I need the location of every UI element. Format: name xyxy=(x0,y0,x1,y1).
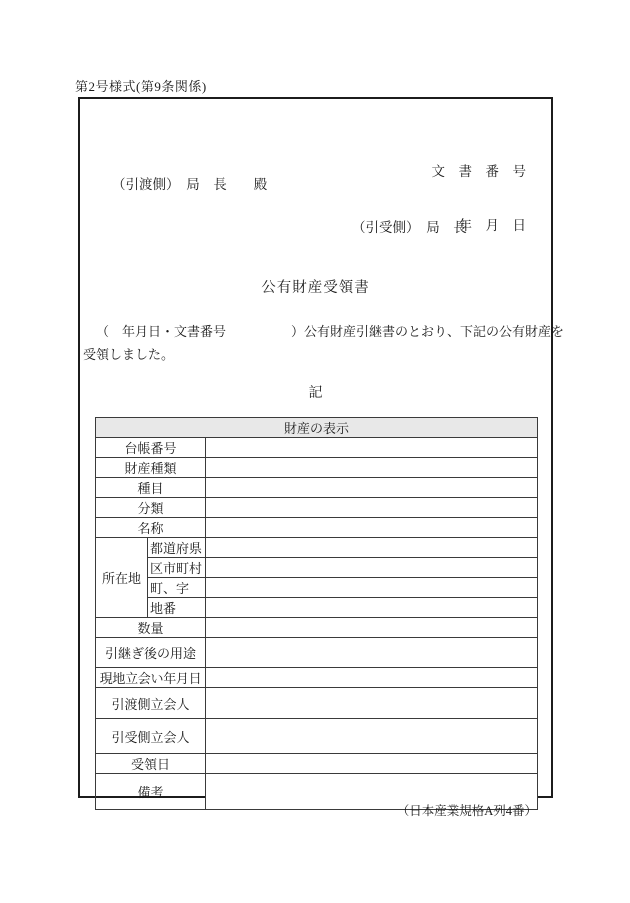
name-value-cell xyxy=(206,518,538,538)
table-row xyxy=(96,719,538,754)
category-value-cell xyxy=(206,478,538,498)
onsite-meeting-date-value-cell xyxy=(206,668,538,688)
table-row xyxy=(96,498,538,518)
table-row xyxy=(96,558,538,578)
transferee-witness-value-cell xyxy=(206,719,538,754)
document-number-block xyxy=(432,127,527,271)
table-row xyxy=(96,578,538,598)
municipality-value-cell xyxy=(206,558,538,578)
body-paragraph xyxy=(82,320,565,366)
form-number-label: 第2号様式(第9条関係) xyxy=(75,79,207,94)
table-caption-row xyxy=(96,418,538,438)
document-number-label: 文 書 番 号 xyxy=(431,164,526,179)
table-row xyxy=(96,538,538,558)
body-line-1: （ 年月日・文書番号 ）公有財産引継書のとおり、下記の公有財産を xyxy=(96,324,565,339)
table-row xyxy=(96,638,538,668)
transferee-witness-label: 引受側立会人 xyxy=(96,719,206,754)
date-label: 年 月 日 xyxy=(458,218,526,233)
body-line-2: 受領しました。 xyxy=(83,347,175,362)
document-title: 公有財産受領書 xyxy=(261,280,370,296)
property-type-value-cell xyxy=(206,458,538,478)
table-row xyxy=(96,518,538,538)
receipt-date-value-cell xyxy=(206,754,538,774)
table-row xyxy=(96,618,538,638)
town-label: 町、字 xyxy=(148,578,206,598)
table-row xyxy=(96,478,538,498)
table-row xyxy=(96,688,538,719)
transferor-witness-value-cell xyxy=(206,688,538,719)
use-after-transfer-label: 引継ぎ後の用途 xyxy=(96,638,206,668)
onsite-meeting-date-label: 現地立会い年月日 xyxy=(96,668,206,688)
property-table-wrapper xyxy=(95,417,538,810)
table-row xyxy=(96,598,538,618)
quantity-value-cell xyxy=(206,618,538,638)
paper-size-note: （日本産業規格A列4番） xyxy=(396,804,537,818)
table-row xyxy=(96,668,538,688)
record-heading: 記 xyxy=(308,386,323,401)
ledger-number-label: 台帳番号 xyxy=(96,438,206,458)
prefecture-label: 都道府県 xyxy=(148,538,206,558)
prefecture-value-cell xyxy=(206,538,538,558)
table-row xyxy=(96,438,538,458)
lot-number-label: 地番 xyxy=(148,598,206,618)
classification-label: 分類 xyxy=(96,498,206,518)
lot-number-value-cell xyxy=(206,598,538,618)
table-row xyxy=(96,458,538,478)
ledger-number-value-cell xyxy=(206,438,538,458)
addressee-line: （引渡側） 局 長 殿 xyxy=(112,177,268,192)
remarks-label: 備考 xyxy=(96,774,206,810)
town-value-cell xyxy=(206,578,538,598)
category-label: 種目 xyxy=(96,478,206,498)
name-label: 名称 xyxy=(96,518,206,538)
receipt-date-label: 受領日 xyxy=(96,754,206,774)
table-row xyxy=(96,754,538,774)
transferor-witness-label: 引渡側立会人 xyxy=(96,688,206,719)
quantity-label: 数量 xyxy=(96,618,206,638)
location-label: 所在地 xyxy=(96,538,148,618)
form-border-box xyxy=(78,97,565,800)
property-table xyxy=(95,417,538,810)
recipient-line: （引受側） 局 長 xyxy=(352,220,467,235)
table-caption: 財産の表示 xyxy=(96,418,538,438)
property-type-label: 財産種類 xyxy=(96,458,206,478)
use-after-transfer-value-cell xyxy=(206,638,538,668)
municipality-label: 区市町村 xyxy=(148,558,206,578)
classification-value-cell xyxy=(206,498,538,518)
